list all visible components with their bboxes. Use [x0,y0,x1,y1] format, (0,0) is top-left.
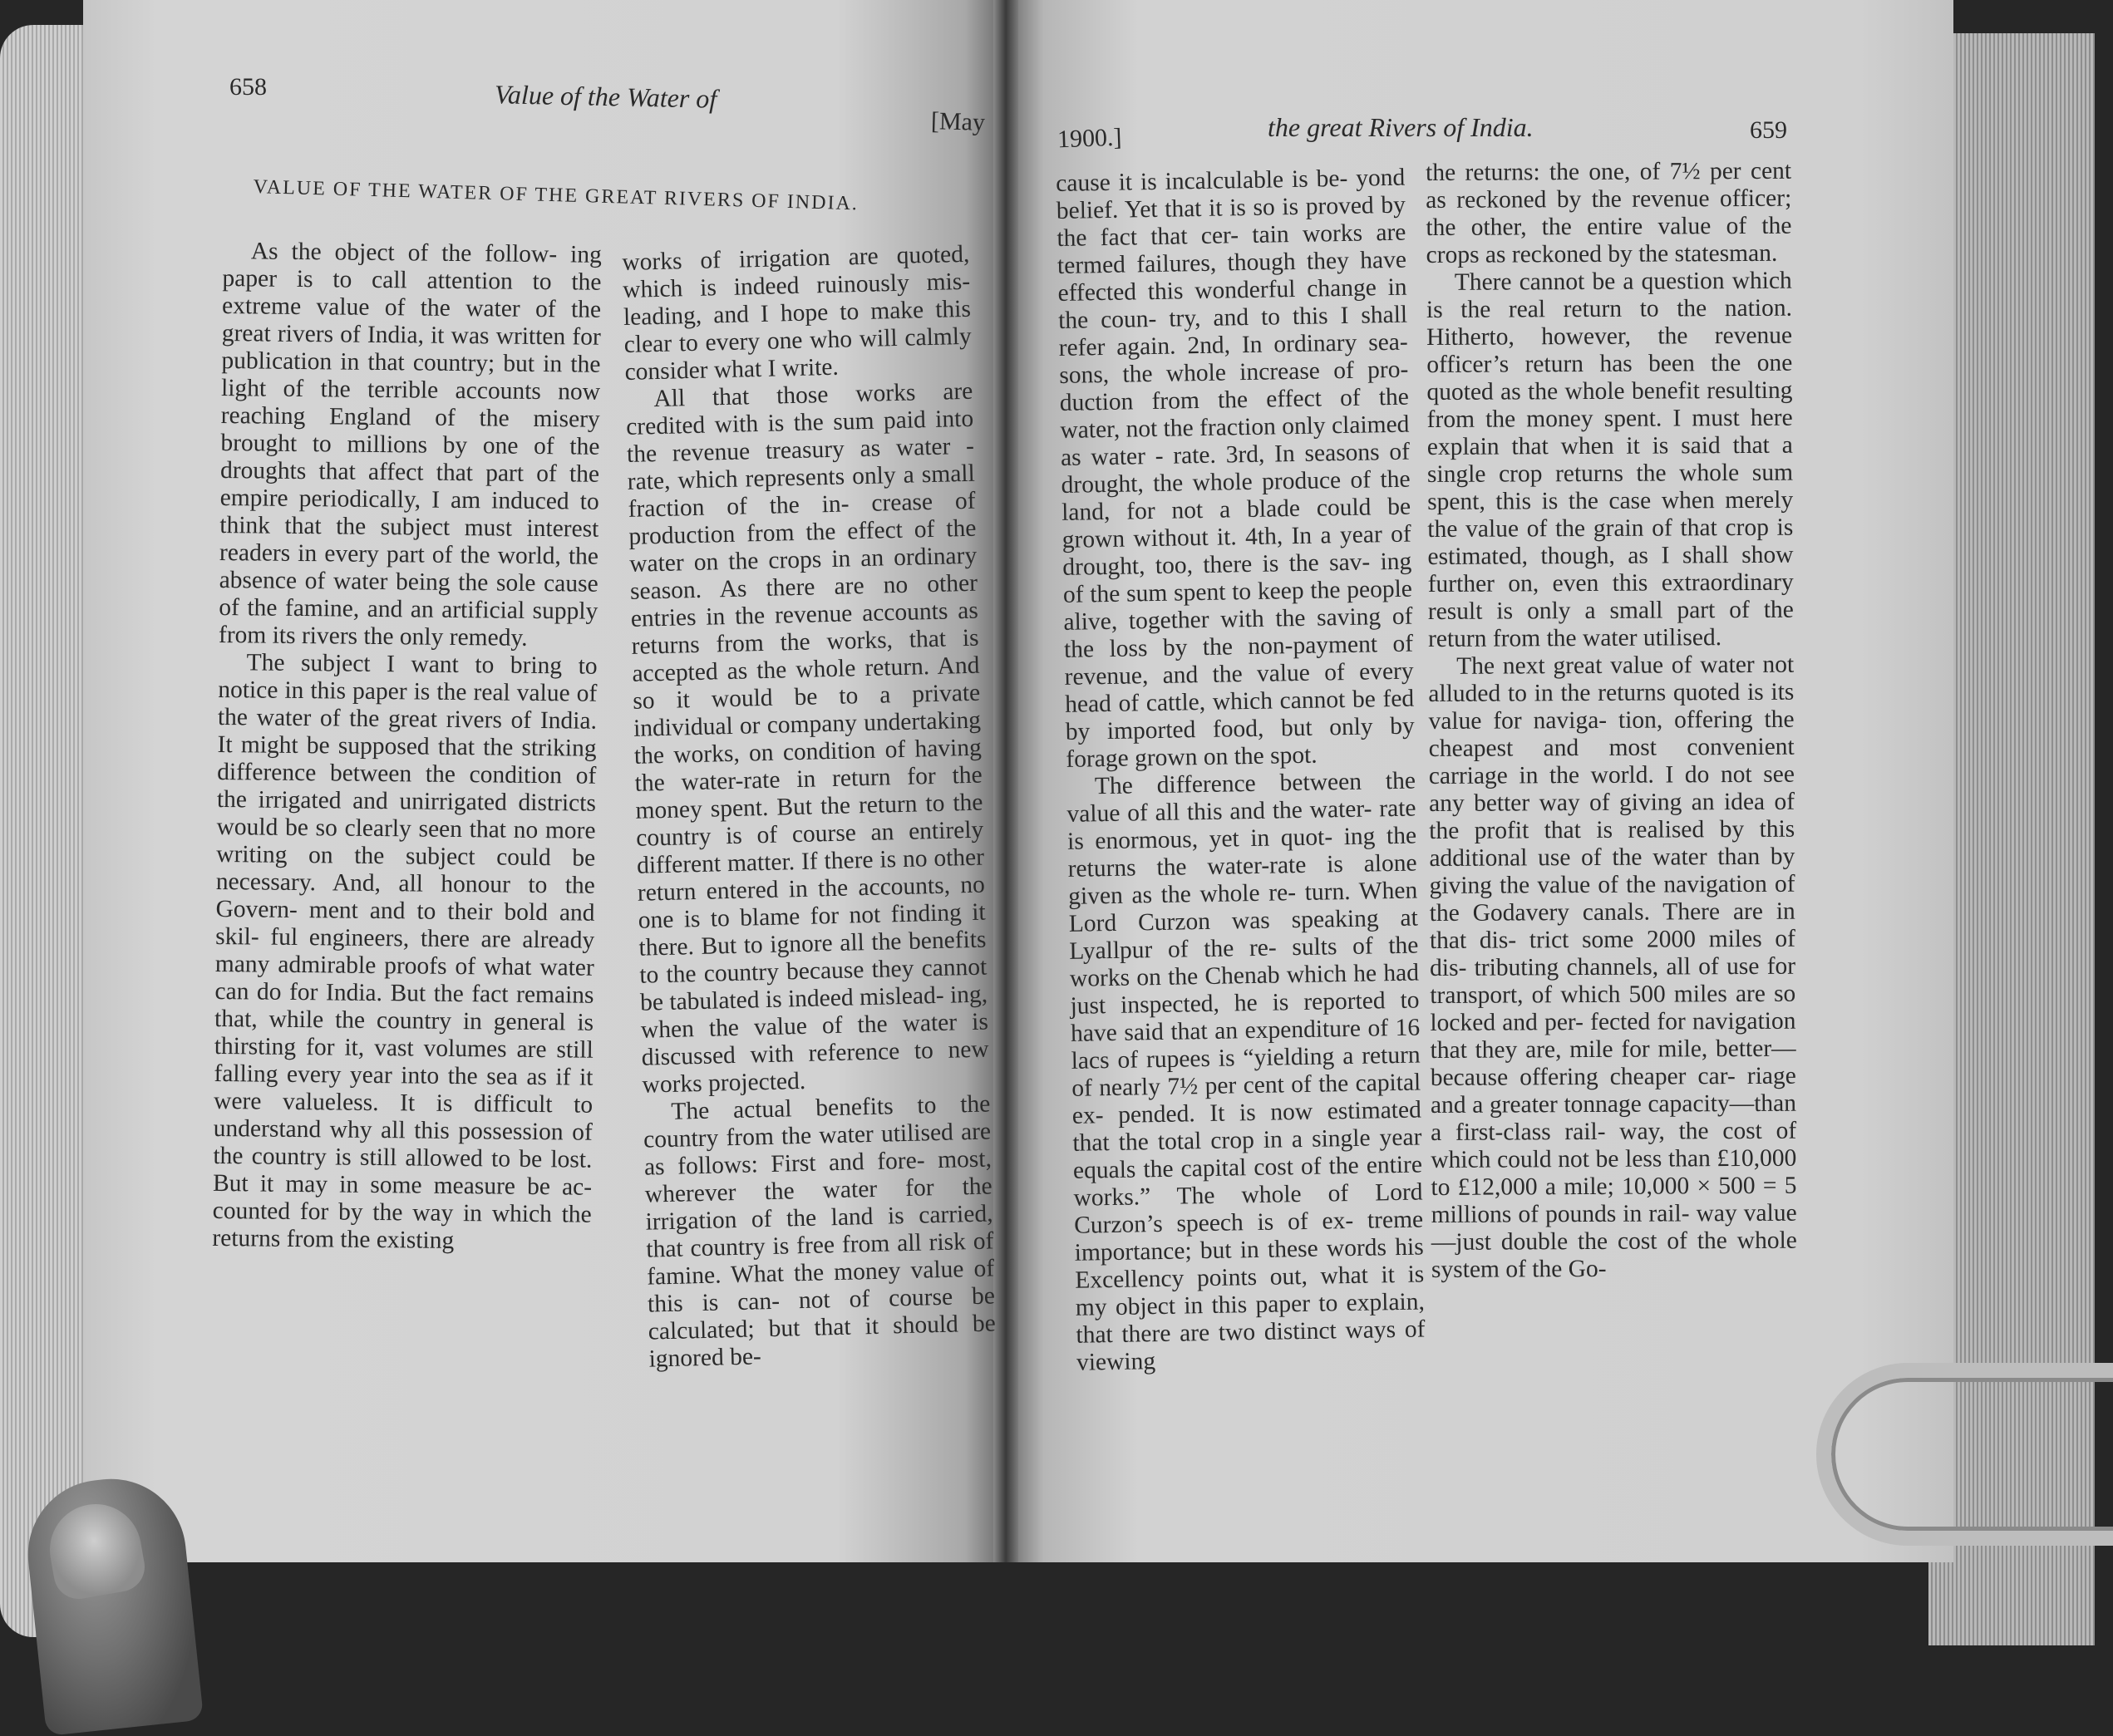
left-page-number: 658 [229,73,267,101]
right-running-head: the great Rivers of India. [1268,112,1534,142]
paragraph: All that those works are credited with is the sum paid into the revenue treasury as water - rate, which represents only a small fraction of the in- crease of production from the effect of the water on the crops in an ordinary season. As there are no other entries in the revenue accounts as returns from the works, that is accepted as the whole return. And so it would be to a private individual or company undertaking the works, on condition of having the water-rate in return for the money spent. But the return to the country is of course an entirely different matter. If there is no other return entered in the accounts, no one is to blame for not finding it there. But to ignore all the benefits to the country because they cannot be tabulated is indeed mislead- ing, when the value of the water is discussed with reference to new works projected. [625,377,990,1099]
paragraph: As the object of the follow- ing paper is to call attention to the extreme value of the water of the great rivers of India, it was written for publication in that country; but in the light of the terrible accounts now reaching England of the misery brought to millions by one of the droughts that affect that part of the empire periodically, I am induced to think that the subject must interest readers in every part of the world, the absence of water being the sole cause of the famine, and an artificial supply from its rivers the only remedy. [218,238,602,652]
right-running-date: 1900.] [1056,123,1123,154]
paragraph: The difference between the value of all this and the water- rate is enormous, yet in quot- ing the returns the water-rate is alone given as the whole re- turn. When Lord Curzon was speaking at Lyallpur of the re- sults of the works on the Chenab which he had just inspected, he is reported to have said that an expenditure of 16 lacs of rupees is “yielding a return of nearly 7½ per cent of the capital ex- pended. It is now estimated that the total crop in a single year equals the capital cost of the entire works.” The whole of Lord Curzon’s speech is of ex- treme importance; but in these words his Excellency points out, what it is my object in this paper to explain, that there are two distinct ways of viewing [1066,767,1426,1376]
paragraph: The next great value of water not alluded to in the returns quoted is its value for naviga- tion, offering the cheapest and most convenient carriage in the world. I do not see any better way of giving an idea of the profit that is realised by this additional use of the water than by giving the value of the navigation of the Godavery canals. There are in that dis- trict some 2000 miles of dis- tributing channels, all of use for transport, of which 500 miles are so locked and per- fected for navigation that they are, mile for mile, better— because offering cheaper car- riage and a greater tonnage capacity—than a first-class rail- way, the cost of which could not be less than £10,000 to £12,000 a mile; 10,000 × 500 = 5 millions of pounds in rail- way value—just double the cost of the whole system of the Go- [1428,651,1797,1283]
article-title: VALUE OF THE WATER OF THE GREAT RIVERS OF INDIA. [253,176,859,215]
paragraph: cause it is incalculable is be- yond belief. Yet that it is so is proved by the fact that cer- tain works are termed failures, though they have effected this wonderful change in the coun- try, and to this I shall refer again. 2nd, In ordinary sea- sons, the whole increase of pro- duction from the effect of the water, not the fraction only claimed as water - rate. 3rd, In seasons of drought, the whole produce of the land, for not a blade could be grown without it. 4th, In a year of drought, too, there is the sav- ing of the sum spent to keep the people alive, together with the saving of the loss by the non-payment of revenue, and the value of every head of cattle, which cannot be fed by imported food, but only by forage grown on the spot. [1056,164,1416,773]
paragraph: The actual benefits to the country from the water utilised are as follows: First and fore- most, wherever the water for the irrigation of the land is carried, that country is free from all risk of famine. What the money value of this is can- not of course be calculated; but that it should be ignored be- [643,1090,997,1373]
left-running-date: [May [930,107,986,136]
text-column-1 [212,238,602,1257]
paragraph: The subject I want to bring to notice in this paper is the real value of the water of the great rivers of India. It might be supposed that the striking difference between the condition of the irrigated and unirrigated districts would be so clearly seen that no more writing on the subject could be necessary. And, all honour to the Govern- ment and to their bold and skil- ful engineers, there are already many admirable proofs of what water can do for India. But the fact remains that, while the country in general is thirsting for it, vast volumes are still falling every year into the sea as if it were valueless. It is difficult to understand why all this possession of the country is still allowed to be lost. But it may in some measure be ac- counted for by the way in which the returns from the existing [212,649,598,1254]
left-running-head: Value of the Water of [494,79,717,114]
paragraph: the returns: the one, of 7½ per cent as reckoned by the revenue officer; the other, the entire value of the crops as reckoned by the statesman. [1426,157,1792,268]
text-column-3 [1056,165,1426,1377]
text-column-4 [1426,158,1797,1284]
text-column-2 [622,241,997,1374]
right-page-number: 659 [1750,116,1787,144]
paragraph: There cannot be a question which is the real return to the nation. Hitherto, however, the revenue officer’s return has been the one quoted as the whole benefit resulting from the money spent. I must here explain that when it is said that a single crop returns the whole sum spent, this is the case when merely the value of the grain of that crop is estimated, though, as I shall show further on, even this extraordinary result is only a small part of the return from the water utilised. [1426,267,1794,652]
paragraph: works of irrigation are quoted, which is indeed ruinously mis- leading, and I hope to make this clear to every one who will calmly consider what I write. [622,240,973,386]
book-gutter [993,0,1018,1562]
paper-clip [1816,1363,2113,1546]
